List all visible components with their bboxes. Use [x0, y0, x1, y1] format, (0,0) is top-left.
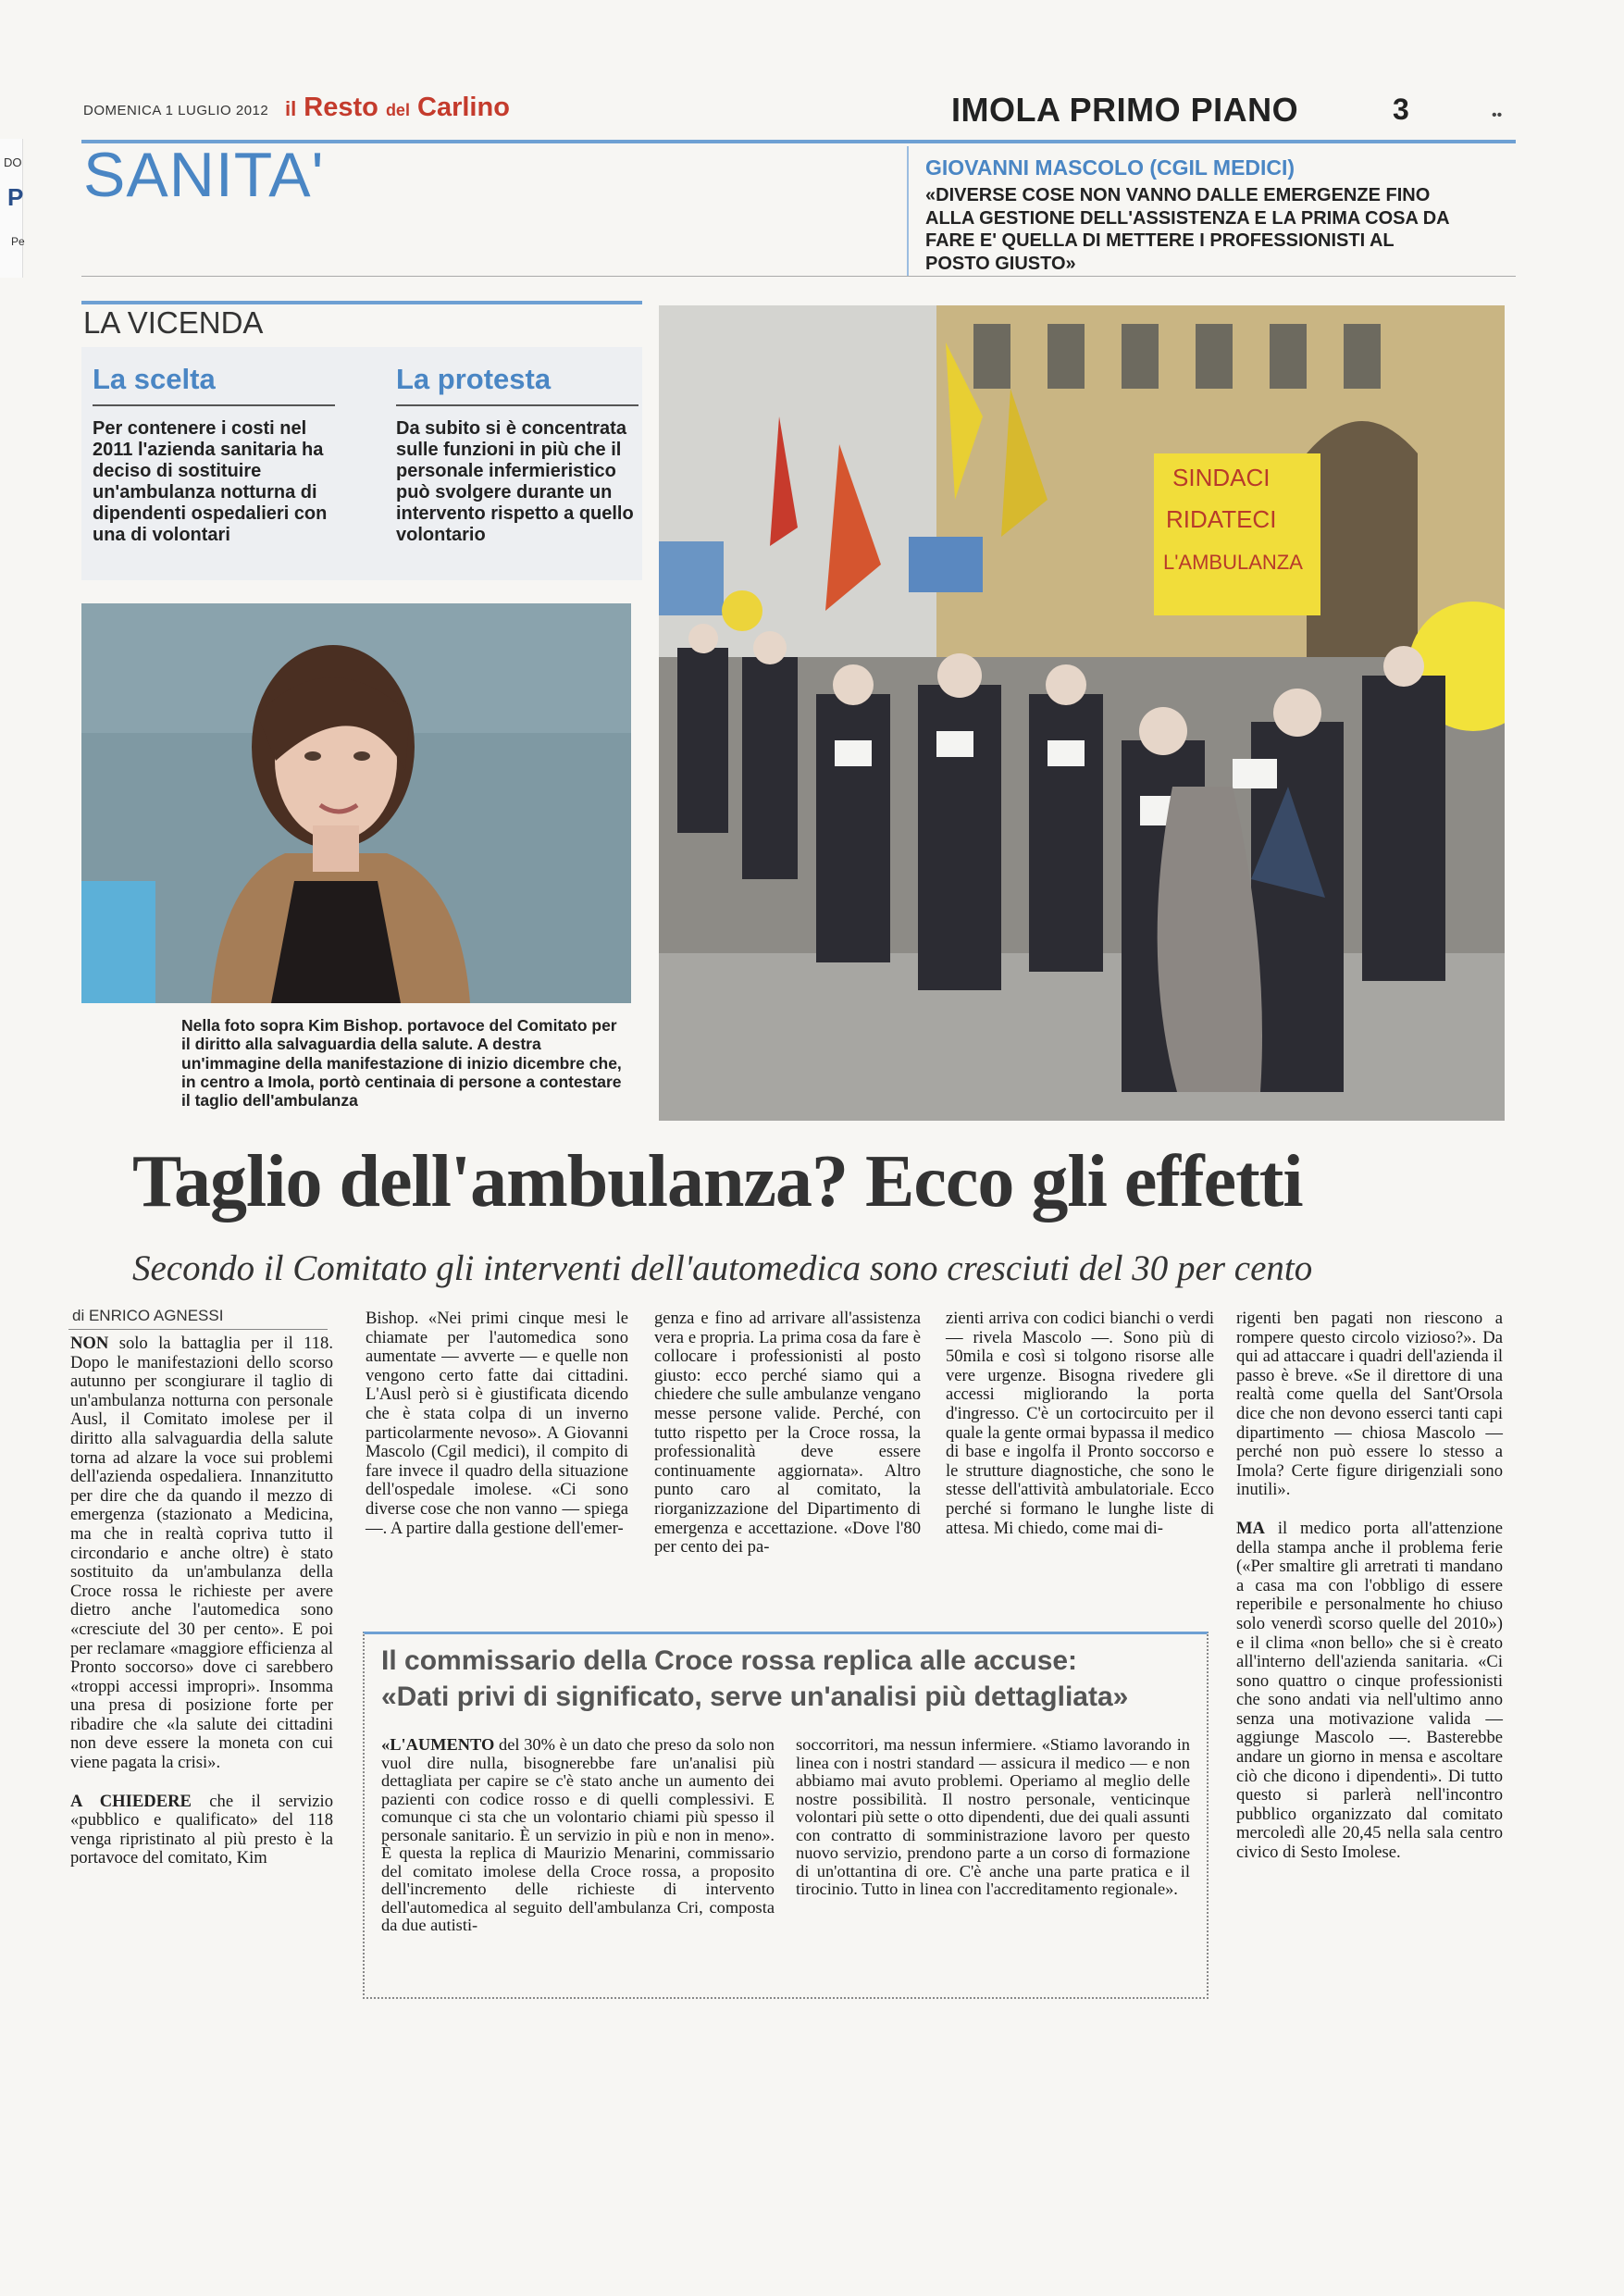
quote-text: «DIVERSE COSE NON VANNO DALLE EMERGENZE FINO ALLA GESTIONE DELL'ASSISTENZA E LA PRIMA COSA DA FARE E' QUELLA DI METTERE I PROFESSIONISTI AL POSTO GIUSTO»: [925, 185, 1449, 274]
headline: Taglio dell'ambulanza? Ecco gli effetti: [132, 1141, 1303, 1222]
edge-fragment-3: Pe: [11, 235, 25, 248]
vicenda-label: LA VICENDA: [83, 305, 264, 340]
masthead-il: il: [285, 97, 297, 120]
quote-author: GIOVANNI MASCOLO (CGIL MEDICI): [925, 155, 1295, 180]
masthead-resto: Resto: [304, 93, 378, 122]
replica-left-paragraph: [381, 1736, 775, 1935]
protesta-text: Da subito si è concentrata sulle funzioni in più che il personale infermieristico può svolgere durante un intervento rispetto a quello volontario: [396, 418, 634, 545]
replica-right-paragraph: soccorritori, ma nessun infermiere. «Stiamo lavorando in linea con i nostri standard — assicura il medico — e non abbiamo mai avuto problemi. Operiamo al meglio delle nostre possibilità. Il nostro personale, venticinque volontari più sette o otto dipendenti, due dei quali assunti con contratto di somministrazione lavoro per questo nuovo servizio, prendono parte a un corso di formazione di un'ottantina di ore. C'è anche una parte pratica e il tirocinio. Tutto in linea con l'accreditamento regionale».: [796, 1735, 1190, 1898]
byline: di ENRICO AGNESSI: [72, 1307, 224, 1324]
article-column-5: [1236, 1309, 1503, 1863]
column-4-paragraph: zienti arriva con codici bianchi o verdi — rivela Mascolo —. Sono più di 50mila e così si tolgono risorse alle vere urgenze. Bisogna rivedere gli accessi migliorando la porta d'ingresso. C'è un cortocircuito per il quale la gente ormai bypassa il medico di base e ingolfa il Pronto soccorso e le strutture diagnostiche, che sono le stesse dell'attività ambulatoriale. Ecco perché si formano le lunghe liste di attesa. Mi chiedo, come mai di-: [946, 1309, 1214, 1538]
replica-title-2: «Dati privi di significato, serve un'analisi più dettagliata»: [381, 1682, 1129, 1712]
column-5-paragraph-1: rigenti ben pagati non riescono a rompere questo circolo vizioso?». Da qui ad attaccare i quadri dell'azienda il passo è breve. «Se il direttore di una realtà come quella del Sant'Orsola dice che non devono esserci tanti capi dipartimento — chiosa Mascolo — perché non può essere lo stesso a Imola? Certe figure dirigenziali sono inutili».: [1236, 1309, 1503, 1500]
replica-title-1: Il commissario della Croce rossa replica alle accuse:: [381, 1645, 1078, 1676]
subheadline: Secondo il Comitato gli interventi dell'automedica sono cresciuti del 30 per cento: [132, 1248, 1313, 1288]
rubric-title: SANITA': [83, 140, 325, 210]
quote-rule: [81, 276, 1516, 277]
lead-word: «L'AUMENTO: [381, 1735, 495, 1754]
vicenda-rule: [81, 301, 642, 304]
page-mark: ••: [1492, 107, 1503, 123]
header-date: DOMENICA 1 LUGLIO 2012: [83, 103, 269, 118]
byline-rule: [68, 1329, 328, 1330]
portrait-photo: [81, 603, 631, 1003]
scelta-text: Per contenere i costi nel 2011 l'azienda sanitaria ha deciso di sostituire un'ambulanza notturna di dipendenti ospedalieri con una di volontari: [93, 418, 328, 545]
replica-right-column: [796, 1736, 1190, 1899]
paragraph-text: che il servizio «pubblico e qualificato» del 118 venga ripristinato al più presto è la portavoce del comitato, Kim: [70, 1791, 333, 1868]
article-column-1: [70, 1334, 333, 1868]
scelta-rule: [93, 404, 335, 406]
edge-fragment-1: DO: [4, 155, 22, 169]
portrait-illustration: [81, 603, 631, 1003]
paragraph-text: il medico porta all'attenzione della stampa anche il problema ferie («Per smaltire gli arretrati ti mandano a casa ma con l'obbligo di essere reperibile e personalmente ho chiuso solo venerdì scorso quelle del 2010») e il clima «non bello» che si è creato all'interno dell'azienda sanitaria. «Ci sono quattro o cinque professionisti che sono andati via nell'ultimo anno senza una motivazione valida — aggiunge Mascolo —. Basterebbe andare un giorno in mensa e ascoltare ciò che dicono i dipendenti». Di tutto questo si parlerà nell'incontro pubblico organizzato dal comitato mercoledì alle 20,45 nella sala centro civico di Sesto Imolese.: [1236, 1518, 1503, 1863]
column-3-paragraph: genza e fino ad arrivare all'assistenza vera e propria. La prima cosa da fare è collocare i professionisti al posto giusto: ecco perché siamo qui a chiedere che sulle ambulanze vengano messe persone valide. Perché, con tutto rispetto per la Croce rossa, la professionalità deve essere continuamente aggiornata». Altro punto caro al comitato, la riorganizzazione del Dipartimento di emergenza e accettazione. «Dove l'80 per cento dei pa-: [654, 1309, 921, 1558]
photo-caption: Nella foto sopra Kim Bishop. portavoce del Comitato per il diritto alla salvaguardia della salute. A destra un'immagine della manifestazione di inizio dicembre che, in centro a Imola, portò centinaia di persone a contestare il taglio dell'ambulanza: [181, 1016, 622, 1111]
edge-fragment-2: P: [7, 183, 24, 211]
column-1-paragraph-1: [70, 1334, 333, 1773]
protesta-title: La protesta: [396, 363, 552, 395]
left-edge-fragment: [0, 139, 23, 278]
masthead: [285, 93, 510, 123]
column-1-paragraph-2: [70, 1793, 333, 1868]
masthead-del: del: [385, 101, 410, 119]
replica-left-column: [381, 1736, 775, 1935]
paragraph-text: del 30% è un dato che preso da solo non vuol dire nulla, bisognerebbe fare un'analisi più dettagliata per capire se c'è stato anche un aumento dei pazienti con codice rosso e di quelli complessivi. E comunque ci sta che un volontario chiami più spesso il personale sanitario. È un servizio in più e non in meno». È questa la replica di Maurizio Menarini, commissario del comitato imolese della Croce rossa, a proposito dell'incremento delle richieste di intervento dell'automedica al seguito dell'ambulanza Cri, composta da due autisti-: [381, 1735, 775, 1934]
article-column-3: [654, 1309, 921, 1558]
protesta-rule: [396, 404, 638, 406]
article-column-2: [366, 1309, 628, 1538]
scelta-title: La scelta: [93, 363, 216, 395]
protest-illustration: [659, 305, 1505, 1121]
page-number: 3: [1393, 93, 1409, 126]
masthead-carlino: Carlino: [417, 93, 510, 122]
protest-photo: [659, 305, 1505, 1121]
lead-word: NON: [70, 1334, 109, 1353]
section-title: IMOLA PRIMO PIANO: [951, 91, 1299, 129]
sign-line-2: RIDATECI: [1166, 505, 1277, 533]
paragraph-text: solo la battaglia per il 118. Dopo le manifestazioni dello scorso autunno per scongiurare il taglio di un'ambulanza notturna con personale Ausl, il Comitato imolese per il diritto alla salvaguardia della salute torna ad alzare la voce sui problemi dell'azienda ospedaliera. Innanzitutto per dire che da quando il mezzo di emergenza (stazionato a Medicina, ma che in realtà copriva tutto il circondario e anche oltre) è stato sostituito da un'ambulanza della Croce rossa le richieste per avere dietro anche l'automedica sono «cresciute del 30 per cento». E poi per reclamare «maggiore efficienza al Pronto soccorso» dove ci sarebbero «troppi accessi impropri». Insomma una presa di posizione forte per ribadire che «la salute dei cittadini non deve essere la moneta con cui viene pagata la crisi».: [70, 1334, 333, 1773]
article-column-4: [946, 1309, 1214, 1538]
sign-line-1: SINDACI: [1172, 464, 1271, 491]
rubric-rule: [907, 146, 909, 276]
sign-line-3: L'AMBULANZA: [1163, 551, 1303, 574]
lead-word: A CHIEDERE: [70, 1791, 192, 1811]
column-2-paragraph: Bishop. «Nei primi cinque mesi le chiamate per l'automedica sono aumentate — avverte — e quelle non vengono certo fatte dai cittadini. L'Ausl però si è giustificata dicendo che è stata colpa di un inverno particolarmente nevoso». A Giovanni Mascolo (Cgil medici), il compito di fare invece il quadro della situazione dell'ospedale imolese. «Ci sono diverse cose che non vanno — spiega —. A partire dalla gestione dell'emer-: [366, 1309, 628, 1538]
column-5-paragraph-2: [1236, 1520, 1503, 1863]
lead-word: MA: [1236, 1518, 1265, 1538]
